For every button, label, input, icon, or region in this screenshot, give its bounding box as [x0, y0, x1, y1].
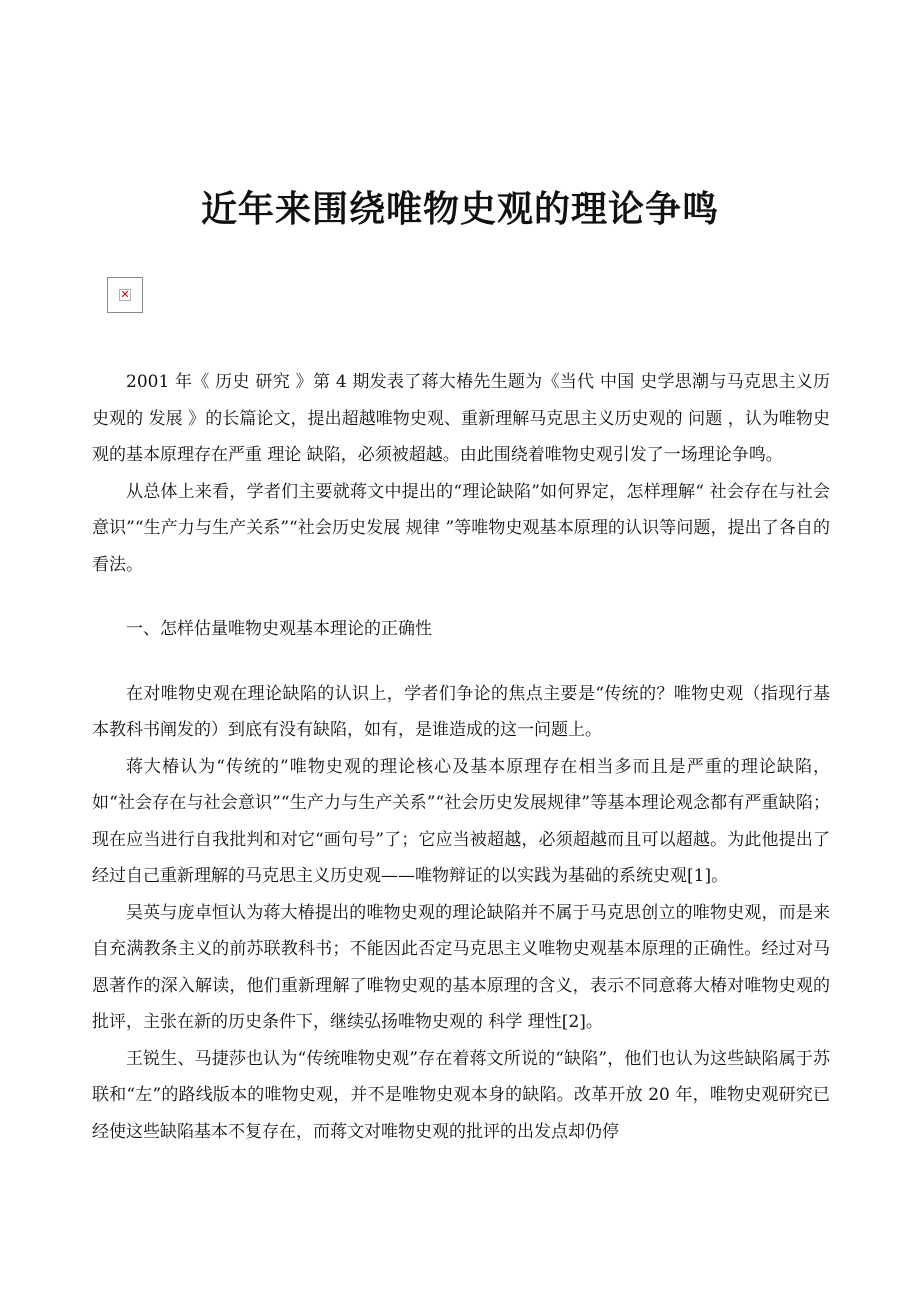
paragraph-jiang: 蒋大椿认为“传统的”唯物史观的理论核心及基本原理存在相当多而且是严重的理论缺陷，如“社会存在与社会意识”“生产力与生产关系”“社会历史发展规律”等基本理论观念都有严重缺陷；现在应当进行自我批判和对它“画句号”了；它应当被超越，必须超越而且可以超越。为此他提出了经过自己重新理解的马克思主义历史观——唯物辩证的以实践为基础的系统史观[1]。 [92, 756, 830, 886]
paragraph-intro: 2001 年《 历史 研究 》第 4 期发表了蒋大椿先生题为《当代 中国 史学思潮与马克思主义历史观的 发展 》的长篇论文，提出超越唯物史观、重新理解马克思主义历史观的 问题 ，认为唯物史观的基本原理存在严重 理论 缺陷，必须被超越。由此围绕着唯物史观引发了一场理论争鸣。 [92, 372, 830, 465]
paragraph-wu-pang: 吴英与庞卓恒认为蒋大椿提出的唯物史观的理论缺陷并不属于马克思创立的唯物史观，而是来自充满教条主义的前苏联教科书；不能因此否定马克思主义唯物史观基本原理的正确性。经过对马恩著作的深入解读，他们重新理解了唯物史观的基本原理的含义，表示不同意蒋大椿对唯物史观的批评，主张在新的历史条件下，继续弘扬唯物史观的 科学 理性[2]。 [92, 902, 830, 1032]
document-title: 近年来围绕唯物史观的理论争鸣 [200, 188, 719, 230]
paragraph-overview: 从总体上来看，学者们主要就蒋文中提出的“理论缺陷”如何界定，怎样理解“ 社会存在与社会意识”“生产力与生产关系”“社会历史发展 规律 ”等唯物史观基本原理的认识等问题，提出了各自的看法。 [92, 481, 830, 575]
paragraph-focus: 在对唯物史观在理论缺陷的认识上，学者们争论的焦点主要是“传统的？唯物史观（指现行基本教科书阐发的）到底有没有缺陷，如有，是谁造成的这一问题上。 [92, 683, 830, 740]
paragraph-wang-ma: 王锐生、马捷莎也认为“传统唯物史观”存在着蒋文所说的“缺陷”，他们也认为这些缺陷属于苏联和“左”的路线版本的唯物史观，并不是唯物史观本身的缺陷。改革开放 20 年，唯物史观研究已经使这些缺陷基本不复存在，而蒋文对唯物史观的批评的出发点却仍停 [92, 1048, 830, 1142]
broken-image-icon: ✕ [120, 288, 130, 301]
image-placeholder [107, 277, 143, 313]
document-body [92, 364, 830, 1150]
section-heading: 一、怎样估量唯物史观基本理论的正确性 [126, 619, 432, 639]
